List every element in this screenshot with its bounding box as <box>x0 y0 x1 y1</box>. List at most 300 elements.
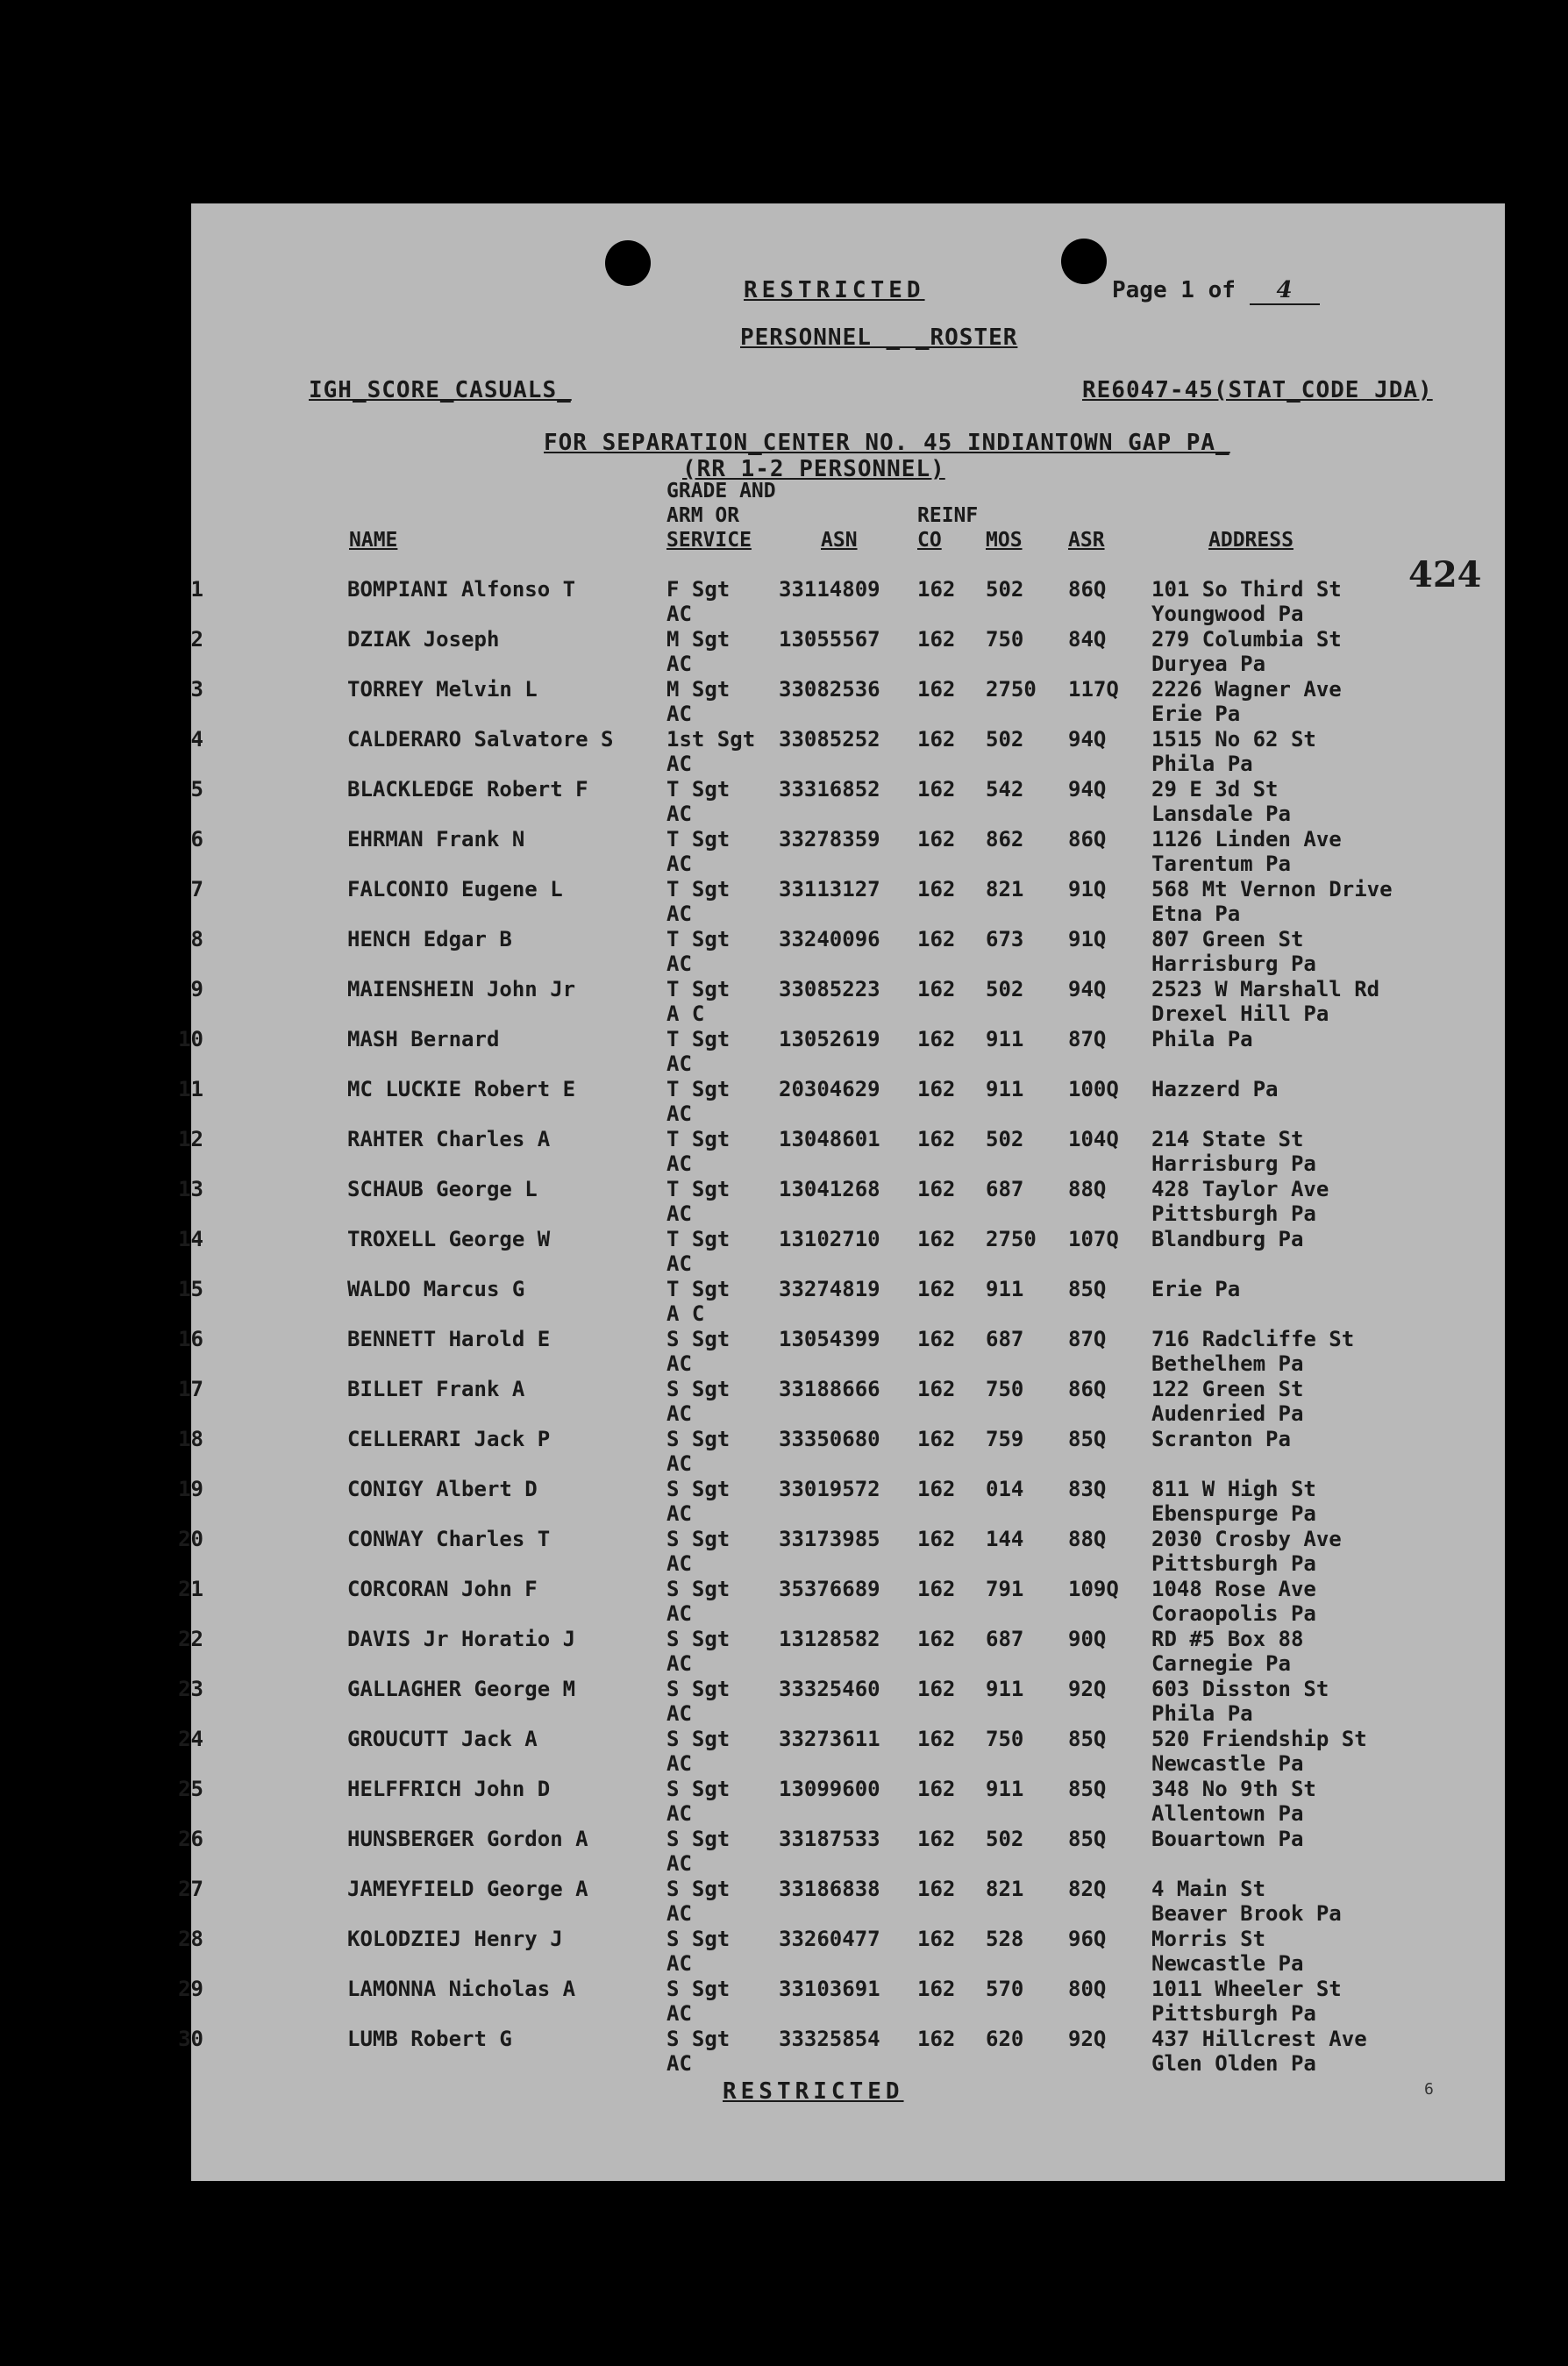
soldier-name: BLACKLEDGE Robert F <box>347 777 588 802</box>
address-line2: Drexel Hill Pa <box>1151 1001 1329 1026</box>
soldier-name: HENCH Edgar B <box>347 927 512 951</box>
table-row <box>191 727 1505 777</box>
grade-value: S Sgt <box>666 1677 731 1701</box>
grade-value: M Sgt <box>666 627 731 652</box>
address-cell <box>1151 1377 1303 1426</box>
address-line2: Pittsburgh Pa <box>1151 1551 1316 1576</box>
row-number: 24 <box>178 1727 203 1751</box>
soldier-name: RAHTER Charles A <box>347 1127 551 1151</box>
asn-value: 33103691 <box>779 1977 880 2001</box>
co-value: 162 <box>917 777 956 802</box>
table-row <box>178 1777 1505 1827</box>
co-value: 162 <box>917 627 956 652</box>
row-number: 2 <box>190 627 203 652</box>
row-number: 23 <box>178 1677 203 1701</box>
asn-value: 33085252 <box>779 727 880 752</box>
soldier-name: MASH Bernard <box>347 1027 500 1051</box>
address-line1: 2226 Wagner Ave <box>1151 677 1342 702</box>
grade-cell <box>666 1477 730 1526</box>
asr-value: 117Q <box>1068 677 1119 702</box>
co-value: 162 <box>917 1777 956 1801</box>
mos-value: 687 <box>986 1627 1024 1651</box>
co-value: 162 <box>917 1827 956 1851</box>
address-line1: 1126 Linden Ave <box>1151 827 1342 852</box>
mos-value: 2750 <box>986 1227 1037 1251</box>
address-line1: 2030 Crosby Ave <box>1151 1527 1342 1551</box>
row-number: 10 <box>178 1027 203 1051</box>
grade-cell <box>666 1827 730 1876</box>
arm-value: AC <box>666 1601 692 1626</box>
grade-cell <box>666 1777 730 1826</box>
grade-value: T Sgt <box>666 927 731 951</box>
grade-cell <box>666 1927 730 1976</box>
table-row <box>178 1677 1505 1727</box>
asr-value: 85Q <box>1068 1777 1107 1801</box>
grade-value: T Sgt <box>666 1027 731 1051</box>
asn-column-header: ASN <box>821 529 858 552</box>
grade-value: S Sgt <box>666 1527 731 1551</box>
row-number: 5 <box>190 777 203 802</box>
mos-value: 144 <box>986 1527 1024 1551</box>
address-cell <box>1151 1127 1316 1176</box>
corner-mark: 6 <box>1424 2080 1434 2099</box>
address-line2: Duryea Pa <box>1151 652 1266 676</box>
soldier-name: KOLODZIEJ Henry J <box>347 1927 563 1951</box>
co-header-line1: REINF <box>917 504 979 527</box>
asn-value: 13041268 <box>779 1177 880 1201</box>
asr-value: 86Q <box>1068 577 1107 602</box>
asr-value: 91Q <box>1068 877 1107 902</box>
grade-cell <box>666 827 730 876</box>
page-total: 4 <box>1250 277 1320 305</box>
address-cell <box>1151 727 1316 776</box>
mos-value: 620 <box>986 2027 1024 2051</box>
row-number: 4 <box>190 727 203 752</box>
grade-value: T Sgt <box>666 777 731 802</box>
address-line1: 437 Hillcrest Ave <box>1151 2027 1367 2051</box>
mos-column-header: MOS <box>986 529 1023 552</box>
grade-cell <box>666 1077 730 1126</box>
arm-value: AC <box>666 1901 692 1926</box>
address-line1: Erie Pa <box>1151 1277 1241 1301</box>
grade-value: T Sgt <box>666 827 731 852</box>
page-stamp-number: 424 <box>1408 554 1482 595</box>
arm-value: AC <box>666 1801 692 1826</box>
grade-cell <box>666 577 730 626</box>
row-number: 28 <box>178 1927 203 1951</box>
asr-value: 88Q <box>1068 1177 1107 1201</box>
arm-value: AC <box>666 702 692 726</box>
address-line2: Ebenspurge Pa <box>1151 1501 1316 1526</box>
address-line2: Newcastle Pa <box>1151 1751 1304 1776</box>
row-number: 12 <box>178 1127 203 1151</box>
co-value: 162 <box>917 927 956 951</box>
grade-value: S Sgt <box>666 1977 731 2001</box>
address-cell <box>1151 877 1393 926</box>
mos-value: 750 <box>986 1377 1024 1401</box>
grade-value: T Sgt <box>666 1127 731 1151</box>
co-value: 162 <box>917 1927 956 1951</box>
address-line1: 716 Radcliffe St <box>1151 1327 1355 1351</box>
address-line2: Phila Pa <box>1151 752 1253 776</box>
address-cell <box>1151 927 1316 976</box>
co-value: 162 <box>917 727 956 752</box>
table-row <box>191 927 1505 977</box>
mos-value: 750 <box>986 1727 1024 1751</box>
grade-value: S Sgt <box>666 1877 731 1901</box>
grade-value: T Sgt <box>666 1077 731 1101</box>
address-cell <box>1151 1927 1303 1976</box>
address-line2: Coraopolis Pa <box>1151 1601 1316 1626</box>
address-line2: Allentown Pa <box>1151 1801 1304 1826</box>
soldier-name: BENNETT Harold E <box>347 1327 551 1351</box>
address-line2: Lansdale Pa <box>1151 802 1291 826</box>
arm-value: AC <box>666 602 692 626</box>
asr-value: 94Q <box>1068 727 1107 752</box>
arm-value: AC <box>666 1201 692 1226</box>
arm-value: AC <box>666 1251 692 1276</box>
address-line2: Phila Pa <box>1151 1701 1253 1726</box>
mos-value: 542 <box>986 777 1024 802</box>
asr-value: 85Q <box>1068 1277 1107 1301</box>
mos-value: 502 <box>986 977 1024 1001</box>
destination-label: FOR SEPARATION_CENTER NO. 45 INDIANTOWN GAP PA_ <box>544 430 1230 456</box>
row-number: 9 <box>190 977 203 1001</box>
address-line2: Etna Pa <box>1151 902 1241 926</box>
co-column-header <box>917 503 978 552</box>
soldier-name: DZIAK Joseph <box>347 627 500 652</box>
asn-value: 13055567 <box>779 627 880 652</box>
arm-value: AC <box>666 752 692 776</box>
address-cell <box>1151 1577 1316 1626</box>
soldier-name: CONIGY Albert D <box>347 1477 538 1501</box>
soldier-name: SCHAUB George L <box>347 1177 538 1201</box>
address-line1: 122 Green St <box>1151 1377 1304 1401</box>
row-number: 26 <box>178 1827 203 1851</box>
address-column-header: ADDRESS <box>1208 529 1294 552</box>
grade-cell <box>666 877 730 926</box>
table-row <box>191 577 1505 627</box>
co-value: 162 <box>917 1127 956 1151</box>
row-number: 8 <box>190 927 203 951</box>
restricted-footer: RESTRICTED <box>723 2078 904 2105</box>
asn-value: 33274819 <box>779 1277 880 1301</box>
row-number: 29 <box>178 1977 203 2001</box>
grade-cell <box>666 1227 730 1276</box>
mos-value: 911 <box>986 1677 1024 1701</box>
table-row <box>191 877 1505 927</box>
row-number: 21 <box>178 1577 203 1601</box>
address-cell <box>1151 1327 1354 1376</box>
table-row <box>178 1577 1505 1627</box>
address-line1: 811 W High St <box>1151 1477 1316 1501</box>
address-line1: 348 No 9th St <box>1151 1777 1316 1801</box>
grade-cell <box>666 1527 730 1576</box>
soldier-name: BOMPIANI Alfonso T <box>347 577 576 602</box>
address-line2: Audenried Pa <box>1151 1401 1304 1426</box>
co-value: 162 <box>917 1427 956 1451</box>
row-number: 22 <box>178 1627 203 1651</box>
asr-value: 80Q <box>1068 1977 1107 2001</box>
table-row <box>191 977 1505 1027</box>
grade-cell <box>666 777 730 826</box>
asr-value: 83Q <box>1068 1477 1107 1501</box>
grade-value: T Sgt <box>666 877 731 902</box>
soldier-name: WALDO Marcus G <box>347 1277 525 1301</box>
row-number: 6 <box>190 827 203 852</box>
co-value: 162 <box>917 1327 956 1351</box>
address-cell <box>1151 1527 1342 1576</box>
table-row <box>178 1227 1505 1277</box>
co-value: 162 <box>917 1627 956 1651</box>
mos-value: 821 <box>986 877 1024 902</box>
roster-title: PERSONNEL _ _ROSTER <box>740 324 1018 351</box>
table-row <box>178 2027 1505 2077</box>
mos-value: 862 <box>986 827 1024 852</box>
table-row <box>178 1427 1505 1477</box>
soldier-name: MC LUCKIE Robert E <box>347 1077 576 1101</box>
co-value: 162 <box>917 877 956 902</box>
grade-value: S Sgt <box>666 2027 731 2051</box>
asn-value: 33114809 <box>779 577 880 602</box>
category-label: IGH_SCORE_CASUALS_ <box>309 377 572 403</box>
address-cell <box>1151 977 1379 1026</box>
address-cell <box>1151 1877 1342 1926</box>
arm-value: AC <box>666 1701 692 1726</box>
soldier-name: EHRMAN Frank N <box>347 827 525 852</box>
mos-value: 750 <box>986 627 1024 652</box>
grade-cell <box>666 677 730 726</box>
grade-header-line3: SERVICE <box>666 529 752 552</box>
asn-value: 33260477 <box>779 1927 880 1951</box>
address-line1: 2523 W Marshall Rd <box>1151 977 1380 1001</box>
asn-value: 33316852 <box>779 777 880 802</box>
grade-column-header <box>666 479 776 552</box>
address-line2: Erie Pa <box>1151 702 1241 726</box>
mos-value: 502 <box>986 1827 1024 1851</box>
address-line2: Tarentum Pa <box>1151 852 1291 876</box>
asr-value: 92Q <box>1068 2027 1107 2051</box>
soldier-name: TROXELL George W <box>347 1227 551 1251</box>
asr-value: 107Q <box>1068 1227 1119 1251</box>
asr-value: 94Q <box>1068 777 1107 802</box>
co-header-line2: CO <box>917 529 942 552</box>
arm-value: AC <box>666 1751 692 1776</box>
arm-value: AC <box>666 902 692 926</box>
asr-value: 100Q <box>1068 1077 1119 1101</box>
address-line1: 279 Columbia St <box>1151 627 1342 652</box>
co-value: 162 <box>917 1977 956 2001</box>
address-cell <box>1151 1627 1303 1676</box>
mos-value: 687 <box>986 1177 1024 1201</box>
address-cell <box>1151 1477 1316 1526</box>
grade-cell <box>666 1677 730 1726</box>
address-line2: Pittsburgh Pa <box>1151 2001 1316 2026</box>
grade-cell <box>666 1327 730 1376</box>
address-cell <box>1151 1727 1367 1776</box>
address-line2: Carnegie Pa <box>1151 1651 1291 1676</box>
address-cell <box>1151 777 1291 826</box>
asn-value: 33273611 <box>779 1727 880 1751</box>
grade-value: S Sgt <box>666 1327 731 1351</box>
address-cell <box>1151 677 1342 726</box>
roster-page <box>178 203 1505 2181</box>
soldier-name: MAIENSHEIN John Jr <box>347 977 576 1001</box>
co-value: 162 <box>917 1227 956 1251</box>
asr-value: 109Q <box>1068 1577 1119 1601</box>
address-line1: Phila Pa <box>1151 1027 1253 1051</box>
soldier-name: CONWAY Charles T <box>347 1527 551 1551</box>
asn-value: 13052619 <box>779 1027 880 1051</box>
soldier-name: CALDERARO Salvatore S <box>347 727 614 752</box>
mos-value: 759 <box>986 1427 1024 1451</box>
address-line2: Bethelhem Pa <box>1151 1351 1304 1376</box>
grade-cell <box>666 927 730 976</box>
address-line1: 1515 No 62 St <box>1151 727 1316 752</box>
table-row <box>178 1477 1505 1527</box>
grade-value: S Sgt <box>666 1927 731 1951</box>
asn-value: 33082536 <box>779 677 880 702</box>
soldier-name: LUMB Robert G <box>347 2027 512 2051</box>
co-value: 162 <box>917 1477 956 1501</box>
grade-cell <box>666 1177 730 1226</box>
mos-value: 911 <box>986 1277 1024 1301</box>
page-label <box>1112 277 1320 305</box>
row-number: 14 <box>178 1227 203 1251</box>
address-line2: Glen Olden Pa <box>1151 2051 1316 2076</box>
grade-value: S Sgt <box>666 1477 731 1501</box>
grade-value: M Sgt <box>666 677 731 702</box>
soldier-name: BILLET Frank A <box>347 1377 525 1401</box>
address-line1: Morris St <box>1151 1927 1266 1951</box>
arm-value: AC <box>666 1401 692 1426</box>
grade-value: S Sgt <box>666 1777 731 1801</box>
arm-value: AC <box>666 1651 692 1676</box>
table-row <box>178 1027 1505 1077</box>
asr-value: 86Q <box>1068 1377 1107 1401</box>
address-line2: Beaver Brook Pa <box>1151 1901 1342 1926</box>
soldier-name: LAMONNA Nicholas A <box>347 1977 576 2001</box>
row-number: 18 <box>178 1427 203 1451</box>
grade-cell <box>666 1877 730 1926</box>
mos-value: 791 <box>986 1577 1024 1601</box>
address-cell <box>1151 827 1342 876</box>
table-row <box>178 1527 1505 1577</box>
asr-value: 90Q <box>1068 1627 1107 1651</box>
address-line1: 1011 Wheeler St <box>1151 1977 1342 2001</box>
asn-value: 33325460 <box>779 1677 880 1701</box>
asn-value: 33325854 <box>779 2027 880 2051</box>
arm-value: AC <box>666 1451 692 1476</box>
row-number: 20 <box>178 1527 203 1551</box>
asn-value: 13128582 <box>779 1627 880 1651</box>
row-number: 19 <box>178 1477 203 1501</box>
address-cell <box>1151 1077 1279 1101</box>
mos-value: 911 <box>986 1777 1024 1801</box>
address-line1: 807 Green St <box>1151 927 1304 951</box>
row-number: 1 <box>190 577 203 602</box>
grade-value: S Sgt <box>666 1827 731 1851</box>
row-number: 17 <box>178 1377 203 1401</box>
row-number: 30 <box>178 2027 203 2051</box>
co-value: 162 <box>917 827 956 852</box>
asn-value: 33113127 <box>779 877 880 902</box>
punch-hole-left <box>605 240 651 286</box>
page-label-text: Page 1 of <box>1112 277 1236 303</box>
address-line1: 603 Disston St <box>1151 1677 1329 1701</box>
address-line2: Newcastle Pa <box>1151 1951 1304 1976</box>
soldier-name: CELLERARI Jack P <box>347 1427 551 1451</box>
grade-value: S Sgt <box>666 1427 731 1451</box>
arm-value: AC <box>666 1051 692 1076</box>
address-line1: RD #5 Box 88 <box>1151 1627 1304 1651</box>
arm-value: AC <box>666 1151 692 1176</box>
table-row <box>191 777 1505 827</box>
asn-value: 33278359 <box>779 827 880 852</box>
table-row <box>178 1277 1505 1327</box>
co-value: 162 <box>917 1677 956 1701</box>
address-line1: 29 E 3d St <box>1151 777 1279 802</box>
asn-value: 33187533 <box>779 1827 880 1851</box>
co-value: 162 <box>917 577 956 602</box>
co-value: 162 <box>917 1177 956 1201</box>
address-line1: 520 Friendship St <box>1151 1727 1367 1751</box>
asn-value: 13102710 <box>779 1227 880 1251</box>
mos-value: 821 <box>986 1877 1024 1901</box>
address-cell <box>1151 1427 1291 1451</box>
mos-value: 673 <box>986 927 1024 951</box>
arm-value: AC <box>666 1951 692 1976</box>
mos-value: 502 <box>986 577 1024 602</box>
address-cell <box>1151 1777 1316 1826</box>
address-line1: Bouartown Pa <box>1151 1827 1304 1851</box>
co-value: 162 <box>917 677 956 702</box>
arm-value: AC <box>666 852 692 876</box>
mos-value: 502 <box>986 1127 1024 1151</box>
asn-value: 33350680 <box>779 1427 880 1451</box>
grade-value: S Sgt <box>666 1727 731 1751</box>
grade-cell <box>666 1977 730 2026</box>
mos-value: 911 <box>986 1027 1024 1051</box>
arm-value: AC <box>666 652 692 676</box>
grade-cell <box>666 1027 730 1076</box>
asn-value: 13099600 <box>779 1777 880 1801</box>
table-row <box>178 1327 1505 1377</box>
grade-value: F Sgt <box>666 577 731 602</box>
personnel-group: (RR 1-2 PERSONNEL) <box>682 456 945 482</box>
address-cell <box>1151 1277 1240 1301</box>
asr-value: 86Q <box>1068 827 1107 852</box>
address-line2: Harrisburg Pa <box>1151 1151 1316 1176</box>
table-row <box>191 627 1505 677</box>
soldier-name: FALCONIO Eugene L <box>347 877 563 902</box>
asr-value: 104Q <box>1068 1127 1119 1151</box>
grade-cell <box>666 1377 730 1426</box>
asr-value: 85Q <box>1068 1827 1107 1851</box>
mos-value: 911 <box>986 1077 1024 1101</box>
soldier-name: TORREY Melvin L <box>347 677 538 702</box>
arm-value: AC <box>666 951 692 976</box>
address-cell <box>1151 577 1342 626</box>
address-line1: 214 State St <box>1151 1127 1304 1151</box>
co-value: 162 <box>917 1527 956 1551</box>
asn-value: 33186838 <box>779 1877 880 1901</box>
soldier-name: GALLAGHER George M <box>347 1677 576 1701</box>
grade-value: S Sgt <box>666 1577 731 1601</box>
arm-value: AC <box>666 1101 692 1126</box>
name-column-header: NAME <box>349 529 398 552</box>
asr-value: 91Q <box>1068 927 1107 951</box>
